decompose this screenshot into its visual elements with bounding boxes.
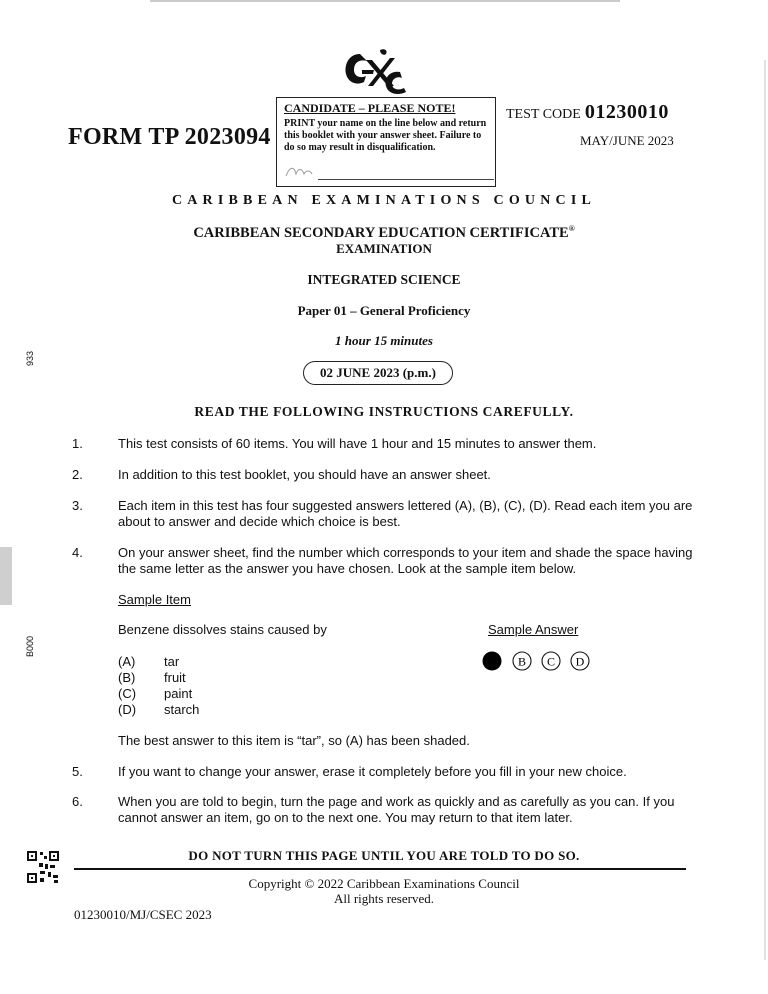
bubble-a-shaded (483, 652, 502, 671)
exam-session: MAY/JUNE 2023 (580, 133, 674, 148)
test-code-label: TEST CODE (506, 107, 581, 122)
option-letter: (C) (118, 686, 137, 701)
footer-divider (74, 868, 686, 870)
bubble-d-letter: D (575, 654, 585, 669)
rights-reserved: All rights reserved. (333, 891, 434, 906)
instruction-text: Each item in this test has four suggested answers lettered (A), (B), (C), (D). Read each item you are about to answer and decide which choice is best. (118, 498, 693, 529)
registered-mark: ® (568, 224, 575, 233)
instruction-text: This test consists of 60 items. You will have 1 hour and 15 minutes to answer them. (118, 436, 597, 451)
footer-code: 01230010/MJ/CSEC 2023 (74, 907, 212, 922)
council-name: CARIBBEAN EXAMINATIONS COUNCIL (171, 193, 597, 208)
instruction-text: If you want to change your answer, erase it completely before you fill in your new choice. (118, 764, 627, 779)
option-text: paint (164, 686, 193, 701)
instruction-number: 4. (72, 545, 83, 560)
do-not-turn-warning: DO NOT TURN THIS PAGE UNTIL YOU ARE TOLD TO DO SO. (188, 848, 580, 863)
examination-label: EXAMINATION (336, 241, 432, 256)
instruction-number: 5. (72, 764, 83, 779)
instruction-number: 2. (72, 467, 83, 482)
option-letter: (A) (118, 654, 136, 669)
instruction-text: When you are told to begin, turn the page and work as quickly and as carefully as you can. If you cannot answer an item, go on to the next one. You may return to that item later. (118, 794, 675, 825)
copyright-notice: Copyright © 2022 Caribbean Examinations Council (248, 876, 520, 891)
instruction-text: In addition to this test booklet, you should have an answer sheet. (118, 467, 491, 482)
notice-title: CANDIDATE – PLEASE NOTE! (284, 101, 456, 115)
instruction-number: 6. (72, 794, 83, 809)
sample-answer-bubbles (481, 650, 591, 672)
bubble-d (571, 652, 589, 670)
sample-item-title: Sample Item (118, 592, 191, 607)
instruction-number: 3. (72, 498, 83, 513)
bubble-c (542, 652, 560, 670)
sample-answer-label: Sample Answer (488, 622, 579, 637)
candidate-name-line (318, 179, 494, 180)
instruction-text: On your answer sheet, find the number which corresponds to your item and shade the space having the same letter as the answer you have chosen. Look at the sample item below. (118, 545, 693, 576)
bubble-c-letter: C (546, 654, 556, 669)
certificate-text: CARIBBEAN SECONDARY EDUCATION CERTIFICATE (193, 224, 569, 241)
margin-number: 933 (25, 350, 35, 366)
option-text: starch (164, 702, 200, 717)
subject-title: INTEGRATED SCIENCE (307, 272, 461, 287)
cxc-logo-icon (340, 46, 412, 96)
notice-text: PRINT your name on the line below and return this booklet with your answer sheet. Failure to do so may result in disqualification. (284, 118, 487, 153)
bubble-b-letter: B (517, 654, 527, 669)
margin-tab (0, 547, 12, 605)
option-letter: (B) (118, 670, 136, 685)
instructions-heading: READ THE FOLLOWING INSTRUCTIONS CAREFULLY. (194, 404, 574, 419)
form-tp-number: FORM TP 2023094 (68, 124, 271, 150)
sample-explanation: The best answer to this item is “tar”, so (A) has been shaded. (118, 733, 470, 748)
sample-question: Benzene dissolves stains caused by (118, 622, 327, 637)
option-text: fruit (164, 670, 186, 685)
paper-title: Paper 01 – General Proficiency (297, 303, 471, 318)
instruction-number: 1. (72, 436, 83, 451)
name-scribble-icon (284, 162, 314, 180)
option-letter: (D) (118, 702, 137, 717)
certificate-title (0, 224, 768, 242)
exam-date: 02 JUNE 2023 (p.m.) (303, 361, 453, 385)
test-code-number: 01230010 (584, 101, 669, 123)
test-code (506, 101, 669, 124)
exam-duration: 1 hour 15 minutes (335, 333, 433, 348)
margin-code: B000 (25, 635, 35, 657)
option-text: tar (164, 654, 180, 669)
bubble-b (513, 652, 531, 670)
scan-edge-top (150, 0, 620, 2)
